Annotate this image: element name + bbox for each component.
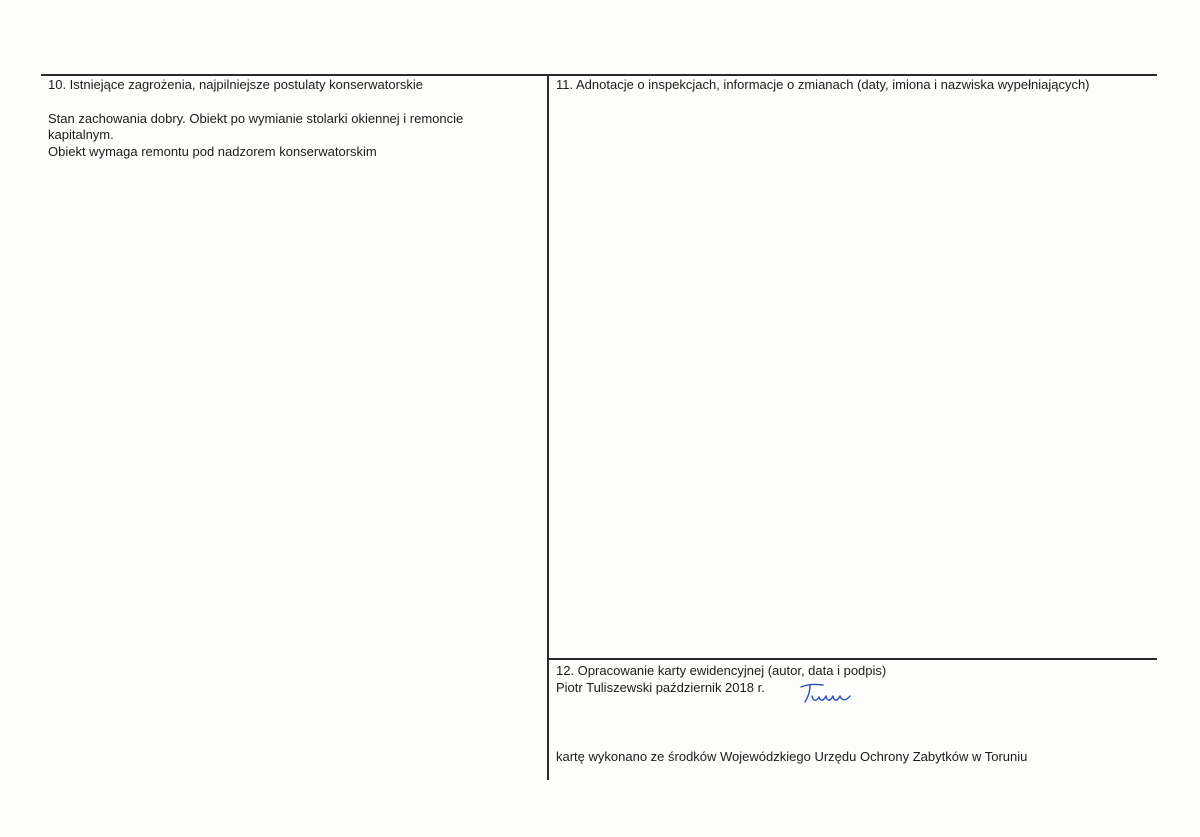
column-divider (547, 74, 549, 780)
top-rule (41, 74, 1157, 76)
section-12-funding-note: kartę wykonano ze środków Wojewódzkiego Urzędu Ochrony Zabytków w Toruniu (556, 749, 1028, 764)
section-10-condition-text: Stan zachowania dobry. Obiekt po wymianie stolarki okiennej i remoncie kapitalnym. (48, 111, 464, 142)
section-10-recommendation-text: Obiekt wymaga remontu pod nadzorem konserwatorskim (48, 144, 377, 159)
section-12-rule (548, 658, 1157, 660)
section-11-heading: 11. Adnotacje o inspekcjach, informacje o zmianach (daty, imiona i nazwiska wypełniających) (556, 77, 1090, 92)
section-12-author-line: Piotr Tuliszewski październik 2018 r. (556, 680, 765, 695)
section-10-heading: 10. Istniejące zagrożenia, najpilniejsze postulaty konserwatorskie (48, 77, 424, 92)
section-12-heading: 12. Opracowanie karty ewidencyjnej (autor, data i podpis) (556, 663, 887, 678)
handwritten-signature (798, 682, 854, 708)
